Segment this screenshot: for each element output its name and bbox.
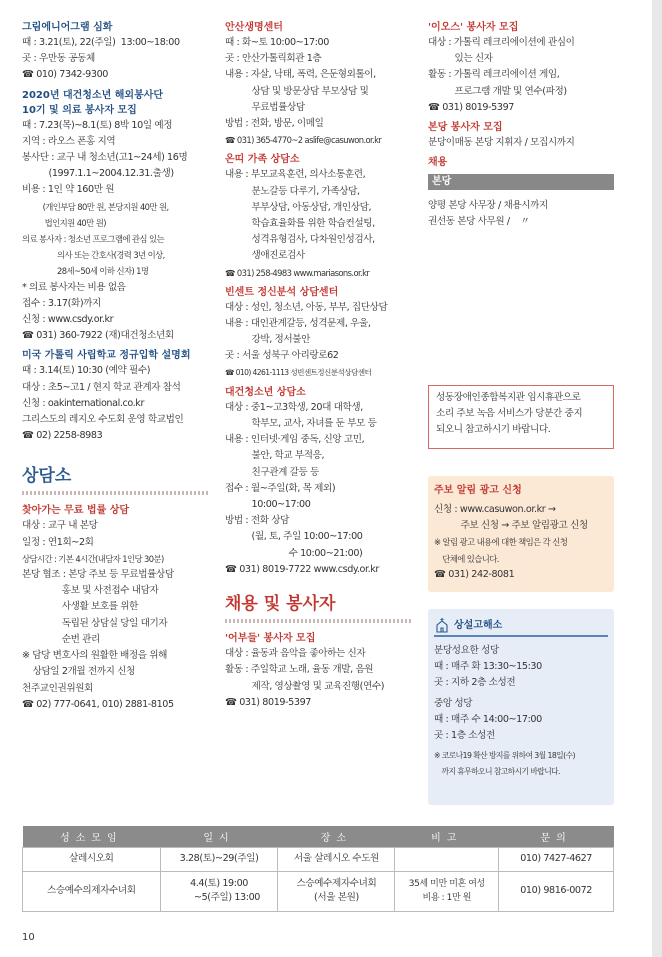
text-line: 활동 : 가톨릭 레크리에이션 게임,: [428, 69, 560, 81]
text-line: 분당이매동 본당 지휘자 / 모집시까지: [428, 137, 575, 149]
text-line: ☎ 010) 7342-9300: [22, 69, 108, 81]
table-cell: 010) 7427-4627: [499, 847, 614, 871]
sub-title: 분당성요한 성당: [434, 645, 499, 656]
table-row: [23, 871, 614, 911]
text-line: 친구관계 갈등 등: [225, 466, 319, 478]
text-line: ☎ 031) 8019-5397: [428, 101, 514, 113]
text-line: 때 : 화~토 10:00~17:00: [225, 37, 329, 48]
text-line: ☎ 031) 8019-5397: [225, 696, 311, 708]
text-line: 주보 신청 → 주보 알림광고 신청: [434, 520, 588, 532]
text-line: 의료 봉사자 : 청소년 프로그램에 관심 있는: [22, 234, 164, 245]
column-middle: [225, 20, 413, 711]
text-line: 독립된 상담실 당일 대기자: [22, 617, 168, 629]
column-left: [22, 20, 210, 713]
text-line: 대상 : 교구 내 본당: [22, 520, 98, 532]
column-right: [428, 20, 614, 231]
text-line: 내용 : 대인관계갈등, 성격문제, 우울,: [225, 318, 371, 330]
text-line: 단체에 있습니다.: [434, 553, 499, 564]
text-line: 사생활 보호를 위한: [22, 601, 138, 613]
text-line: 상담 및 방문상담 부모상담 및: [225, 85, 369, 97]
text-line: 비용 : 1인 약 160만 원: [22, 184, 115, 196]
text-line: 상담시간 : 기본 4시간(내담자 1인당 30분): [22, 553, 164, 564]
text-line: 있는 신자: [428, 53, 493, 65]
text-line: (1997.1.1~2004.12.31.출생): [22, 168, 174, 180]
col-header: 문의: [499, 826, 614, 847]
text-line: * 의료 봉사자는 비용 없음: [22, 281, 126, 293]
table-row: [23, 847, 614, 871]
text-line: 곳 : 1층 소성전: [434, 730, 495, 742]
section-title: 10기 및 의료 봉사자 모집: [22, 104, 137, 116]
text-line: 부부상담, 아동상담, 개인상담,: [225, 201, 372, 213]
text-line: 홍보 및 사전접수 내담자: [22, 585, 159, 597]
text-line: 내용 : 자살, 낙태, 폭력, 은둔형외톨이,: [225, 69, 376, 81]
table-cell: [395, 847, 499, 871]
text-line: 소리 주보 녹음 서비스가 당분간 중지: [436, 408, 583, 420]
church-icon: [434, 617, 450, 633]
text-line: (개인부담 80만 원, 본당지원 40만 원,: [22, 201, 169, 212]
text-line: 대상 : 성인, 청소년, 아동, 부부, 집단상담: [225, 301, 388, 313]
text-line: 때 : 매주 수 14:00~17:00: [434, 713, 542, 725]
text-line: 때 : 매주 화 13:30~15:30: [434, 661, 542, 673]
text-line: ※ 코로나19 확산 방지를 위하여 3월 18일(수): [434, 751, 575, 761]
text-line: 대상 : 가톨릭 레크리에이션에 관심이: [428, 37, 575, 48]
notice-box: [428, 385, 614, 449]
table-cell: 살레시오회: [23, 847, 161, 871]
text-line: 곳 : 우만동 공동체: [22, 53, 95, 65]
text-line: 학부모, 교사, 자녀를 둔 부모 등: [225, 418, 377, 430]
text-line: 수 10:00~21:00): [225, 547, 363, 559]
table-cell: 스승예수제자수녀회 (서울 본원): [278, 871, 395, 911]
text-line: 프로그램 개발 및 연수(파정): [428, 85, 567, 97]
text-line: 일정 : 연1회~2회: [22, 536, 94, 548]
col-header: 비고: [395, 826, 499, 847]
section-title: 찾아가는 무료 법률 상담: [22, 505, 130, 517]
section-title: '이오스' 봉사자 모집: [428, 22, 519, 33]
sub-title: 중앙 성당: [434, 697, 473, 709]
confession-box: [428, 609, 614, 805]
text-line: ☎ 031) 360-7922 (재)대건청소년회: [22, 330, 174, 342]
text-line: 지역 : 라오스 폰홍 지역: [22, 135, 116, 147]
text-line: ※ 담당 변호사의 원활한 배정을 위해: [22, 650, 168, 662]
text-line: 그리스도의 레지오 수도회 운영 학교법인: [22, 414, 184, 426]
text-line: 성동장애인종합복지관 임시휴관으로: [436, 392, 581, 403]
text-line: 방법 : 전화, 방문, 이메일: [225, 118, 324, 130]
section-title: 그림에니어그램 심화: [22, 22, 113, 33]
text-line: 28세~50세 이하 신자) 1명: [22, 266, 149, 277]
text-line: 때 : 3.21(토), 22(주일) 13:00~18:00: [22, 37, 180, 48]
text-line: 대상 : 중1~고3학생, 20대 대학생,: [225, 401, 363, 413]
text-line: 대상 : 율동과 음악을 좋아하는 신자: [225, 648, 366, 660]
text-line: 양평 본당 사무장 / 채용시까지: [428, 200, 548, 212]
table-cell: 서울 살레시오 수도원: [278, 847, 395, 871]
text-line: 접수 : 월~주일(화, 목 제외): [225, 482, 336, 494]
text-line: 곳 : 지하 2층 소성전: [434, 677, 516, 689]
text-line: 신청 : oakinternational.co.kr: [22, 397, 145, 409]
table-cell: 4.4(토) 19:00 ~5(주일) 13:00: [160, 871, 278, 911]
section-title: 주보 알림 광고 신청: [434, 485, 522, 496]
table-cell: 010) 9816-0072: [499, 871, 614, 911]
text-line: 권선동 본당 사무원 / 〃: [428, 216, 530, 228]
section-title: 대건청소년 상담소: [225, 386, 306, 398]
vocation-table: [22, 826, 614, 912]
divider: [434, 635, 608, 637]
heading-counseling: 상담소: [22, 466, 72, 487]
text-line: 제작, 영상촬영 및 교육진행(연수): [225, 680, 385, 692]
contact-line: ☎ 031) 365-4770~2 aslife@casuwon.or.kr: [225, 135, 382, 146]
text-line: 의사 또는 간호사(경력 3년 이상,: [22, 250, 165, 261]
section-title: 미국 가톨릭 사립학교 정규입학 설명회: [22, 350, 191, 362]
parish-bar: 본당: [428, 174, 614, 190]
text-line: 생애진로검사: [225, 250, 305, 262]
text-line: ☎ 031) 8019-7722 www.csdy.or.kr: [225, 563, 379, 575]
col-header: 일시: [160, 826, 278, 847]
text-line: 무료법률상담: [225, 101, 305, 113]
section-title: 빈센트 정신분석 상담센터: [225, 286, 339, 298]
text-line: 신청 : www.casuwon.or.kr →: [434, 504, 556, 515]
table-cell: 스승예수의제자수녀회: [23, 871, 161, 911]
text-line: 성격유형검사, 다차원인성검사,: [225, 234, 375, 246]
section-title: 온띠 가족 상담소: [225, 154, 300, 166]
text-line: ☎ 031) 242-8081: [434, 568, 515, 580]
wave-divider: [22, 491, 210, 495]
text-line: 불안, 학교 부적응,: [225, 450, 325, 462]
page-edge: [652, 0, 662, 957]
text-line: ☎ 02) 2258-8983: [22, 430, 103, 442]
text-line: 법인지원 40만 원): [22, 217, 106, 228]
text-line: 분노갈등 다루기, 가족상담,: [225, 185, 360, 197]
ad-box: [428, 476, 614, 592]
section-title: 채용: [428, 157, 448, 169]
text-line: 순번 관리: [22, 633, 100, 645]
text-line: 때 : 3.14(토) 10:30 (예약 필수): [22, 365, 151, 377]
text-line: 학습효율화를 위한 학습컨설팅,: [225, 218, 375, 230]
text-line: 되오니 참고하시기 바랍니다.: [436, 424, 551, 436]
section-body: [22, 35, 210, 84]
text-line: 때 : 7.23(목)~8.1(토) 8박 10일 예정: [22, 119, 173, 131]
heading-recruit: 채용 및 봉사자: [225, 594, 336, 615]
text-line: 접수 : 3.17(화)까지: [22, 297, 101, 309]
text-line: 10:00~17:00: [225, 499, 311, 511]
text-line: 신청 : www.csdy.or.kr: [22, 314, 114, 326]
contact-line: ☎ 031) 258-4983 www.mariasons.or.kr: [225, 267, 370, 278]
section-title: 안산생명센터: [225, 22, 283, 33]
page-number: 10: [22, 932, 35, 943]
section-title: '어부들' 봉사자 모집: [225, 633, 316, 645]
col-header: 성소모임: [23, 826, 161, 847]
text-line: 상담일 2개월 전까지 신청: [22, 666, 135, 678]
text-line: ☎ 02) 777-0641, 010) 2881-8105: [22, 698, 174, 710]
table-cell: 35세 미만 미혼 여성 비용 : 1만 원: [395, 871, 499, 911]
text-line: 방법 : 전화 상담: [225, 515, 289, 527]
text-line: 본당 협조 : 본당 주보 등 무료법률상담: [22, 569, 174, 581]
text-line: 천주교인권위원회: [22, 682, 93, 694]
text-line: 곳 : 안산가톨릭회관 1층: [225, 53, 322, 65]
section-title: 상설고해소: [454, 619, 503, 631]
text-line: 내용 : 부모교육훈련, 의사소통훈련,: [225, 169, 366, 181]
wave-divider: [225, 619, 413, 623]
text-line: ※ 알림 광고 내용에 대한 책임은 각 신청: [434, 537, 568, 548]
text-line: 대상 : 초5~고1 / 현지 학교 관계자 참석: [22, 381, 181, 393]
col-header: 장소: [278, 826, 395, 847]
text-line: 활동 : 주일학교 노래, 율동 개발, 음원: [225, 664, 374, 676]
text-line: (월, 토, 주일 10:00~17:00: [225, 531, 363, 543]
text-line: 내용 : 인터넷·게임 중독, 신앙 고민,: [225, 434, 365, 446]
section-title: 본당 봉사자 모집: [428, 122, 503, 134]
contact-line: ☎ 010) 4261-1113 성빈센트정신분석상담센터: [225, 367, 372, 377]
text-line: 봉사단 : 교구 내 청소년(고1~24세) 16명: [22, 152, 188, 164]
text-line: 까지 휴무하오니 참고하시기 바랍니다.: [434, 767, 560, 777]
text-line: 곳 : 서울 성북구 아리랑로62: [225, 350, 339, 362]
text-line: 강박, 정서불안: [225, 334, 311, 346]
table-cell: 3.28(토)~29(주일): [160, 847, 278, 871]
section-title: 2020년 대건청소년 해외봉사단: [22, 89, 164, 101]
